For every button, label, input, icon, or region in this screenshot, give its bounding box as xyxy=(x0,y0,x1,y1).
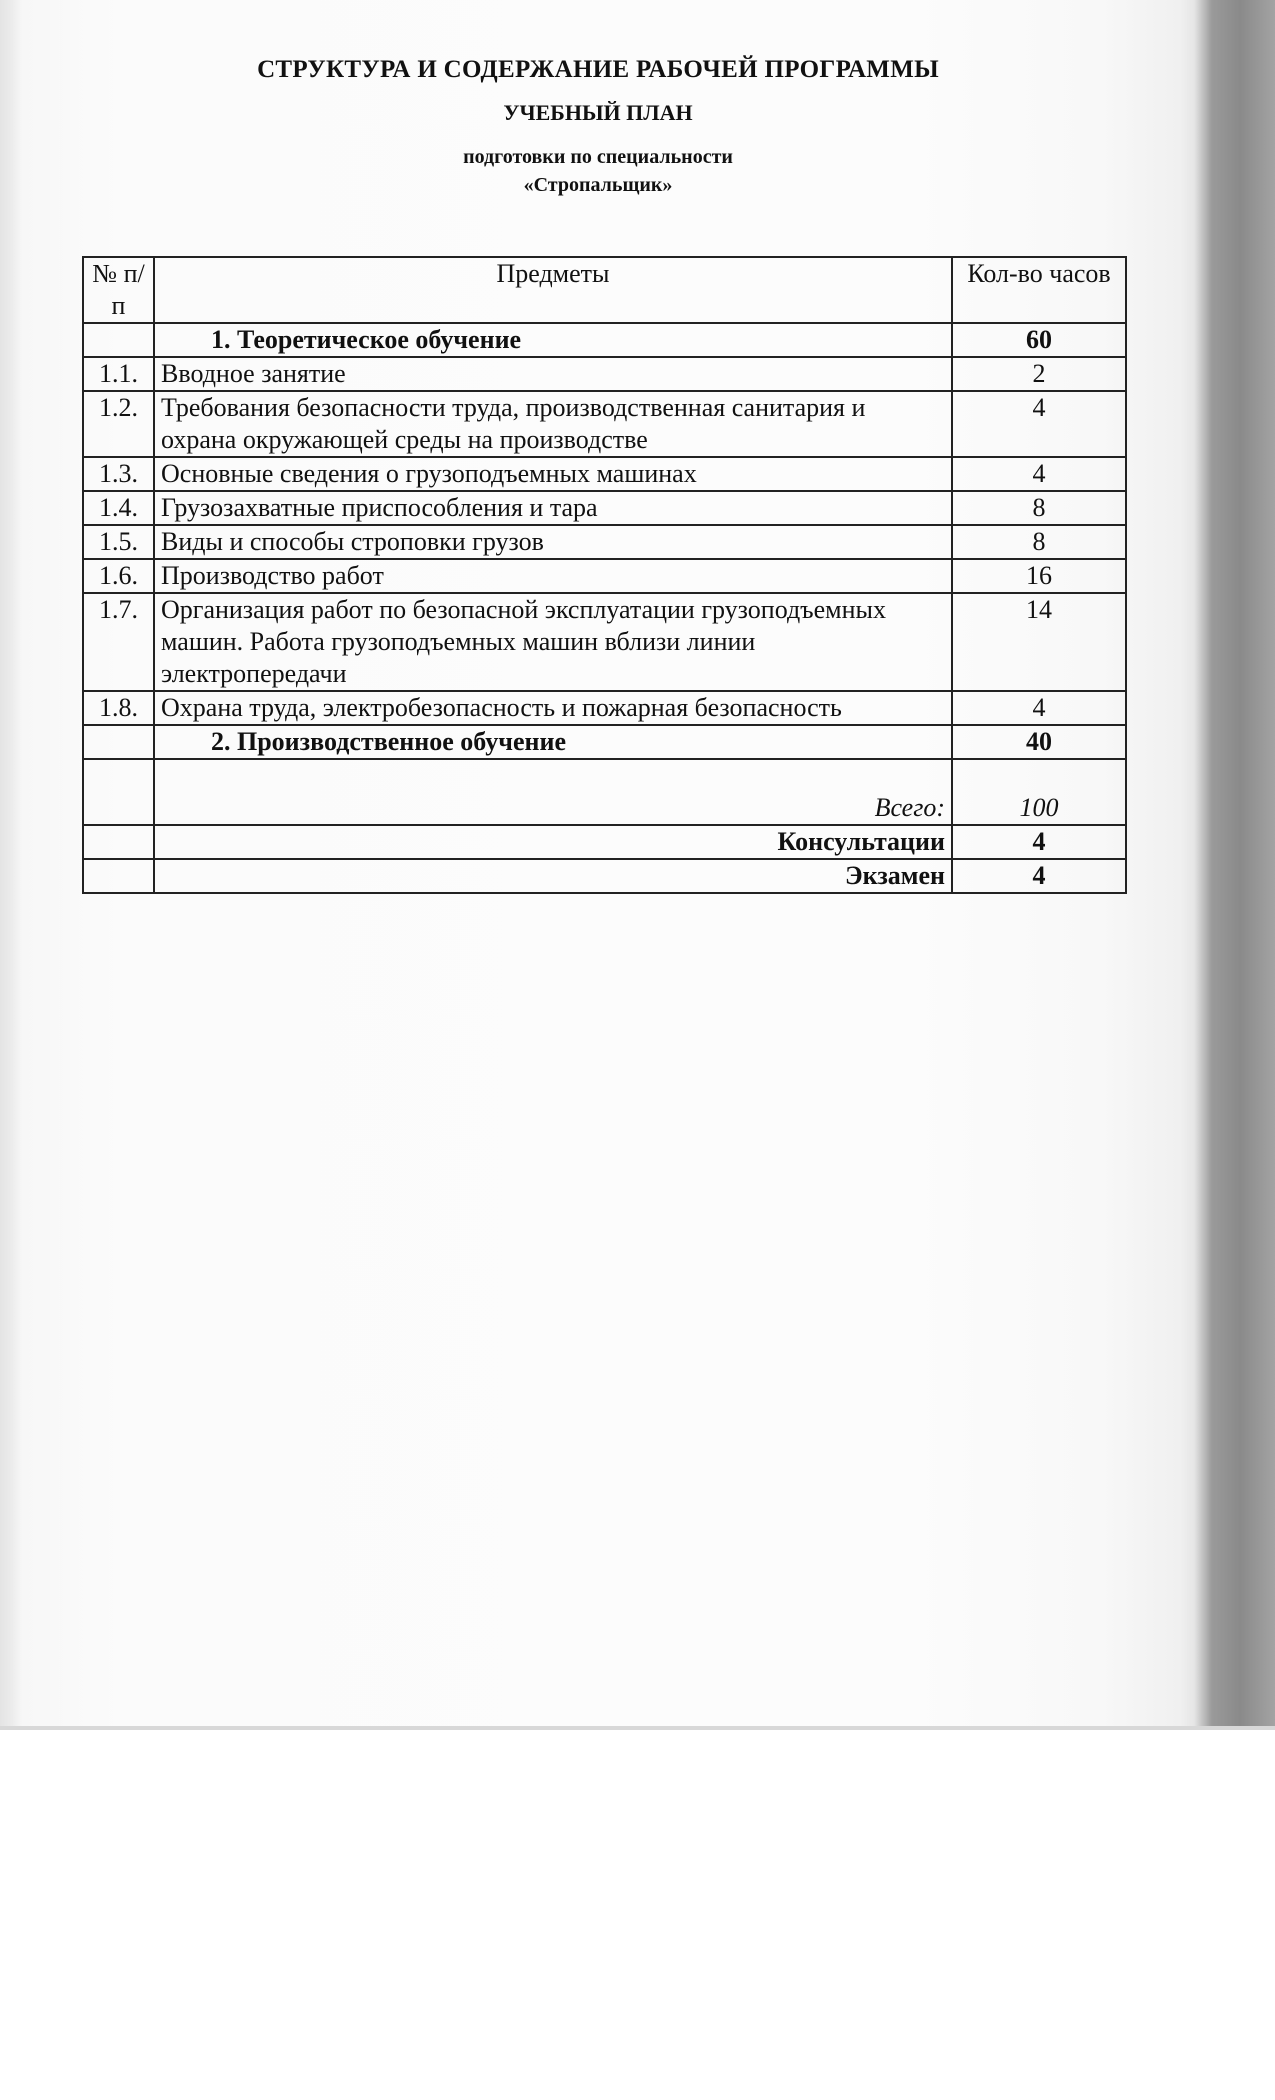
row-num: 1.3. xyxy=(83,457,154,491)
consult-label: Консультации xyxy=(154,825,952,859)
row-subject: Основные сведения о грузоподъемных машинах xyxy=(154,457,952,491)
document-subtitle: УЧЕБНЫЙ ПЛАН xyxy=(503,100,693,125)
scan-edge xyxy=(0,1726,1275,1730)
table-row xyxy=(83,391,1126,457)
column-header-num: № п/п xyxy=(83,257,154,323)
row-subject: Грузозахватные приспособления и тара xyxy=(154,491,952,525)
row-num: 1.6. xyxy=(83,559,154,593)
table-row xyxy=(83,457,1126,491)
section-hours: 40 xyxy=(952,725,1126,759)
specialty-name: «Стропальщик» xyxy=(523,174,673,196)
table-row xyxy=(83,491,1126,525)
total-hours: 100 xyxy=(952,759,1126,825)
row-num: 1.5. xyxy=(83,525,154,559)
row-hours: 14 xyxy=(952,593,1126,691)
row-subject: Виды и способы строповки грузов xyxy=(154,525,952,559)
exam-row xyxy=(83,859,1126,893)
table-header-row xyxy=(83,257,1126,323)
section-row xyxy=(83,725,1126,759)
consult-hours: 4 xyxy=(952,825,1126,859)
row-hours: 8 xyxy=(952,491,1126,525)
row-subject: Организация работ по безопасной эксплуатации грузоподъемных машин. Работа грузоподъемных машин вблизи линии электропередачи xyxy=(154,593,952,691)
exam-label: Экзамен xyxy=(154,859,952,893)
table-row xyxy=(83,525,1126,559)
total-num-cell xyxy=(83,759,154,825)
specialty-line: подготовки по специальности xyxy=(463,146,733,168)
table-row xyxy=(83,593,1126,691)
row-subject: Охрана труда, электробезопасность и пожарная безопасность xyxy=(154,691,952,725)
table-row xyxy=(83,691,1126,725)
row-subject: Требования безопасности труда, производственная санитария и охрана окружающей среды на производстве xyxy=(154,391,952,457)
total-label: Всего: xyxy=(154,759,952,825)
section-title: 2. Производственное обучение xyxy=(154,725,952,759)
document-title: СТРУКТУРА И СОДЕРЖАНИЕ РАБОЧЕЙ ПРОГРАММЫ xyxy=(257,56,939,83)
consult-row xyxy=(83,825,1126,859)
row-subject: Производство работ xyxy=(154,559,952,593)
section-num-cell xyxy=(83,725,154,759)
column-header-subject: Предметы xyxy=(154,257,952,323)
column-header-hours: Кол-во часов xyxy=(952,257,1126,323)
section-num-cell xyxy=(83,323,154,357)
consult-num-cell xyxy=(83,825,154,859)
row-hours: 4 xyxy=(952,691,1126,725)
section-row xyxy=(83,323,1126,357)
row-hours: 4 xyxy=(952,457,1126,491)
table-row xyxy=(83,559,1126,593)
row-num: 1.4. xyxy=(83,491,154,525)
section-hours: 60 xyxy=(952,323,1126,357)
exam-hours: 4 xyxy=(952,859,1126,893)
row-hours: 16 xyxy=(952,559,1126,593)
row-subject: Вводное занятие xyxy=(154,357,952,391)
curriculum-table xyxy=(82,256,1127,894)
row-hours: 8 xyxy=(952,525,1126,559)
row-num: 1.2. xyxy=(83,391,154,457)
table-row xyxy=(83,357,1126,391)
row-hours: 2 xyxy=(952,357,1126,391)
row-num: 1.8. xyxy=(83,691,154,725)
row-hours: 4 xyxy=(952,391,1126,457)
exam-num-cell xyxy=(83,859,154,893)
row-num: 1.7. xyxy=(83,593,154,691)
total-row xyxy=(83,759,1126,825)
section-title: 1. Теоретическое обучение xyxy=(154,323,952,357)
row-num: 1.1. xyxy=(83,357,154,391)
